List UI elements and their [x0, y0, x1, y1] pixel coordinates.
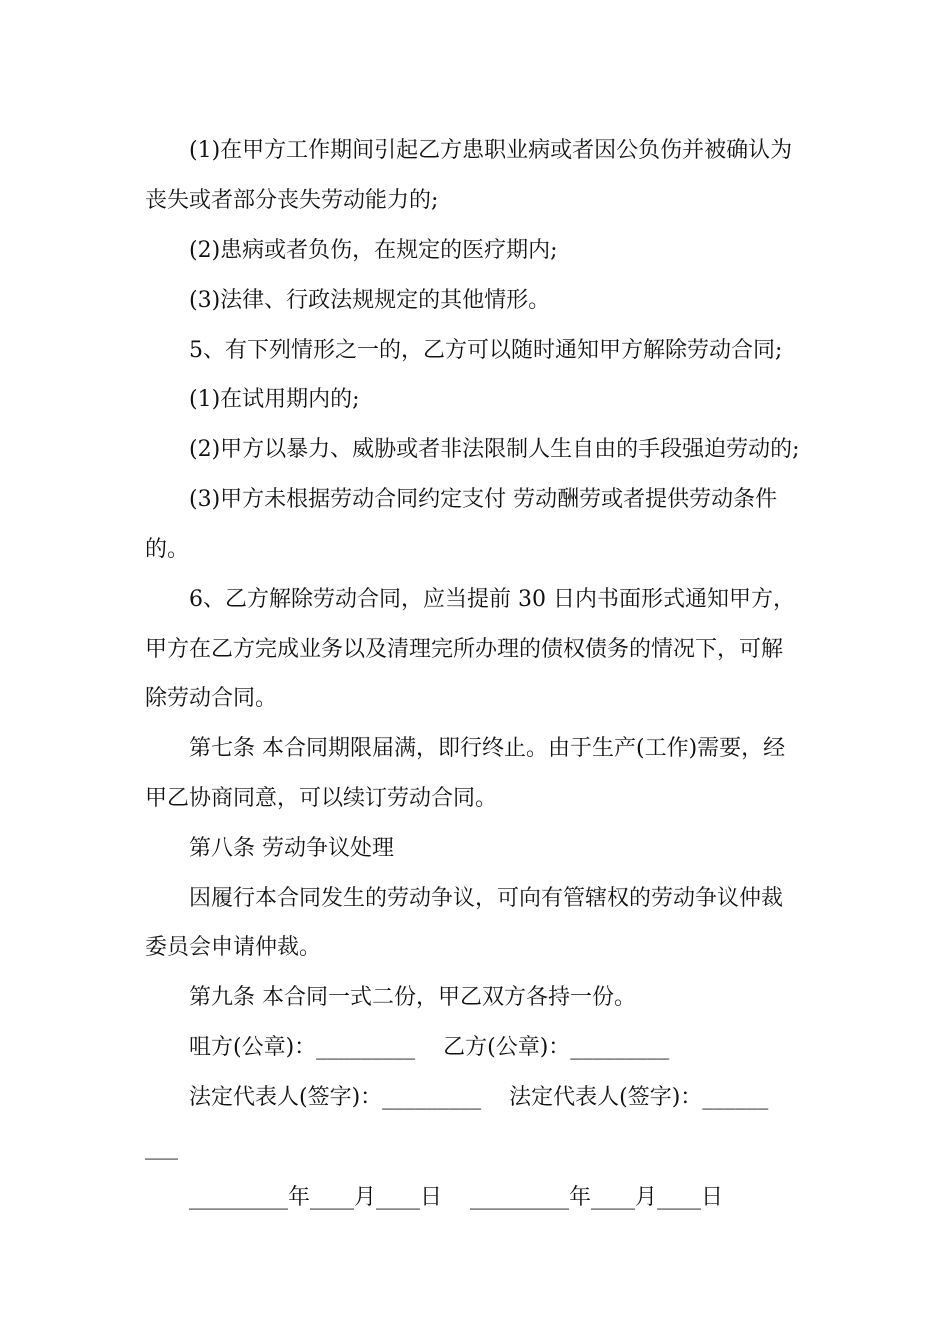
paragraph-line: 的。	[145, 537, 190, 562]
paragraph-line: (1)在试用期内的;	[189, 387, 360, 412]
paragraph-line: (3)甲方未根据劳动合同约定支付 劳动酬劳或者提供劳动条件	[189, 487, 778, 512]
paragraph-line: 因履行本合同发生的劳动争议，可向有管辖权的劳动争议仲裁	[189, 886, 784, 911]
paragraph-line: (1)在甲方工作期间引起乙方患职业病或者因公负伤并被确认为	[189, 138, 793, 163]
paragraph-line: 5、有下列情形之一的，乙方可以随时通知甲方解除劳动合同;	[189, 338, 783, 363]
paragraph-line: 丧失或者部分丧失劳动能力的;	[145, 188, 439, 213]
paragraph-line: 除劳动合同。	[145, 686, 278, 711]
paragraph-line: 6、乙方解除劳动合同，应当提前 30 日内书面形式通知甲方，	[189, 587, 795, 612]
paragraph-line: 第七条 本合同期限届满，即行终止。由于生产(工作)需要，经	[189, 736, 786, 761]
paragraph-line: (3)法律、行政法规规定的其他情形。	[189, 288, 551, 313]
paragraph-line: (2)患病或者负伤，在规定的医疗期内;	[189, 238, 558, 263]
seal-line: 咀方(公章)：_________ 乙方(公章)：_________	[189, 1035, 670, 1060]
paragraph-line: 甲方在乙方完成业务以及清理完所办理的债权债务的情况下，可解	[145, 637, 784, 662]
paragraph-line: 第九条 本合同一式二份，甲乙双方各持一份。	[189, 985, 636, 1010]
signature-line-continued: ___	[145, 1135, 178, 1160]
date-line: _________年____月____日 _________年____月____日	[189, 1185, 723, 1210]
paragraph-line: (2)甲方以暴力、威胁或者非法限制人生自由的手段强迫劳动的;	[189, 437, 800, 462]
paragraph-line: 委员会申请仲裁。	[145, 935, 322, 960]
section-heading: 第八条 劳动争议处理	[189, 836, 394, 861]
paragraph-line: 甲乙协商同意，可以续订劳动合同。	[145, 786, 498, 811]
signature-line: 法定代表人(签字)：_________ 法定代表人(签字)：______	[189, 1085, 769, 1110]
